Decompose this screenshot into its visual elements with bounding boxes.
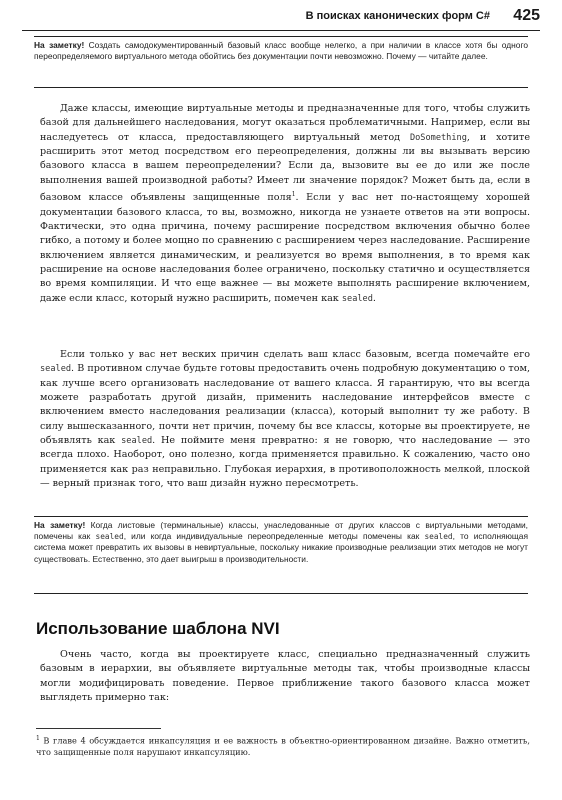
note-block bbox=[34, 40, 528, 62]
text-run: . Если у вас нет по-настоящему хорошей документации базового класса, то вы, возможно, никогда не узнаете ответов на эти вопросы. Фактически, это одна причина, почему расширение посредством включения обычно более гибко, а потому и более мощно по сравнению с расширением через наследование. Расширение включением является динамическим, и реализуется во время выполнения, в то время как расширение на основе наследования более ограничено, поскольку статично и осуществляется во время компиляции. И что еще важнее — вы можете выполнять расширение включением, даже если класс, который нужно расширить, помечен как bbox=[40, 192, 530, 304]
code-inline: sealed bbox=[121, 436, 153, 447]
text-run: Даже классы, имеющие виртуальные методы и предназначенные для того, чтобы служить базой для дальнейшего наследования, могут оказаться проблематичными. Например, если вы наследуетесь от класса, предоставляющего виртуальный метод bbox=[40, 103, 530, 143]
text-run: , и хотите расширить этот метод посредством его переопределения, должны ли вы вызывать версию базового класса в вашем переопределении? Если да, вызовите вы ее до или же после выполнения вашей производной работы? Имеет ли значение порядок? Может быть да, если в базовом классе объявлены защищенные поля bbox=[40, 131, 530, 204]
running-header-title: В поисках канонических форм C# bbox=[305, 10, 490, 22]
running-header bbox=[22, 8, 540, 31]
text-run: . В противном случае будьте готовы предоставить очень подробную документацию о том, как лучше всего организовать наследование от вашего класса. Я гарантирую, что вы всегда можете разработать другой дизайн, применить наследование интерфейсов вместе с включением вместо наследования реализации (класса), который выполнит ту же работу. В силу вышесказанного, почти нет причин, почему бы все классы, которые вы проектируете, не объявлять как bbox=[40, 363, 530, 447]
code-inline: sealed bbox=[424, 532, 453, 542]
note-bottom-rule bbox=[34, 87, 528, 88]
footnote-rule bbox=[36, 728, 161, 729]
body-paragraph bbox=[40, 348, 530, 491]
note-top-rule bbox=[34, 36, 528, 37]
note-text: Когда листовые (терминальные) классы, унаследованные от других классов с виртуальными методами, помечены как bbox=[34, 520, 528, 542]
code-inline: sealed bbox=[341, 293, 373, 304]
footnote-ref: 1 bbox=[291, 191, 296, 199]
footnote bbox=[36, 733, 530, 758]
note-lead: На заметку! bbox=[34, 40, 85, 50]
code-inline: sealed bbox=[40, 364, 72, 375]
body-paragraph bbox=[40, 102, 530, 306]
body-paragraph bbox=[40, 648, 530, 705]
text-run: Если только у вас нет веских причин сделать ваш класс базовым, всегда помечайте его bbox=[60, 349, 530, 360]
footnote-mark: 1 bbox=[36, 735, 40, 742]
footnote-text: В главе 4 обсуждается инкапсуляция и ее важность в объектно-ориентированном дизайне. Важно отметить, что защищенные поля нарушают инкапсуляцию. bbox=[36, 735, 530, 757]
page-number: 425 bbox=[513, 7, 540, 24]
note-text: Создать самодокументированный базовый класс вообще нелегко, а при наличии в классе хотя бы одного переопределяемого виртуального метода обойтись без документации почти невозможно. Почему — читайте далее. bbox=[34, 40, 528, 62]
paragraph-text: Очень часто, когда вы проектируете класс, специально предназначенный служить базовым в иерархии, вы объявляете виртуальные методы так, чтобы производные классы могли модифицировать поведение. Первое приближение такого базового класса может выглядеть примерно так: bbox=[40, 649, 530, 704]
section-heading: Использование шаблона NVI bbox=[36, 619, 280, 638]
note-lead: На заметку! bbox=[34, 520, 86, 530]
note-text: , то исполняющая система может превратить их вызовы в невиртуальные, поскольку никакие производные реализации этих методов не могут существовать. Естественно, это дает выигрыш в производительности. bbox=[34, 531, 528, 564]
code-inline: DoSomething bbox=[409, 132, 467, 143]
text-run: . Не поймите меня превратно: я не говорю, что наследование — это всегда плохо. Наоборот, оно полезно, когда применяется правильно. К сожалению, часто оно применяется как раз неправильно. Глубокая иерархия, в противоположность мелкой, плоской — верный признак того, что ваш дизайн нужно пересмотреть. bbox=[40, 435, 530, 490]
note-bottom-rule bbox=[34, 593, 528, 594]
note-block bbox=[34, 520, 528, 565]
code-inline: sealed bbox=[95, 532, 124, 542]
note-text: , или когда индивидуальные переопределенные методы помечены как bbox=[123, 531, 425, 542]
text-run: . bbox=[372, 292, 376, 304]
note-top-rule bbox=[34, 516, 528, 517]
